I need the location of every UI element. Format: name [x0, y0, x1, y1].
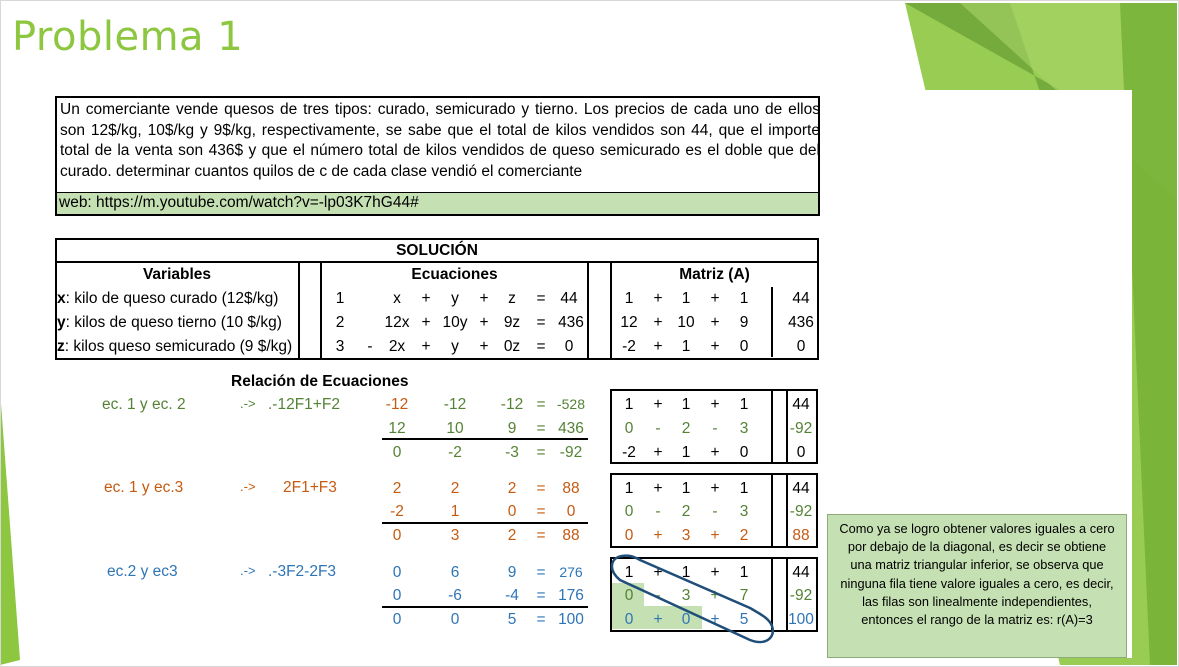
variable-row: z: kilos queso semicurado (9 $/kg) — [57, 338, 293, 355]
variable-row: y: kilos de queso tierno (10 $/kg) — [57, 314, 282, 331]
variables-header: Variables — [142, 266, 212, 283]
problem-text: Un comerciante vende quesos de tres tipos: curado, semicurado y tierno. Los precios de cada uno de ellos son 12$/kg, 10$/kg y 9$/kg, respectivamente, se sabe que el total de kilos vendidos son 44, que el importe total de la venta son 436$ y que el número total de kilos vendidos de queso semicurado es el doble que del curado. determinar cuantos quilos de c de cada clase vendió el comerciante — [60, 101, 820, 180]
diagonal-ellipse — [600, 548, 790, 648]
problem-box — [55, 96, 820, 216]
conclusion-note: Como ya se logro obtener valores iguales a cero por debajo de la diagonal, es decir se obtiene una matriz triangular inferior, se observa que ninguna fila tiene valore iguales a cero, es decir, las filas son linealmente independientes, entonces el rango de la matriz es: r(A)=3 — [827, 514, 1127, 658]
relations-header: Relación de Ecuaciones — [231, 373, 409, 390]
page-title: Problema 1 — [12, 14, 244, 60]
web-link[interactable]: web: https://m.youtube.com/watch?v=-lp03K7hG44# — [57, 192, 818, 214]
matrix-header: Matriz (A) — [679, 266, 750, 283]
solution-header: SOLUCIÓN — [396, 242, 478, 259]
equations-header: Ecuaciones — [411, 266, 498, 283]
variable-row: x: kilo de queso curado (12$/kg) — [57, 290, 279, 307]
